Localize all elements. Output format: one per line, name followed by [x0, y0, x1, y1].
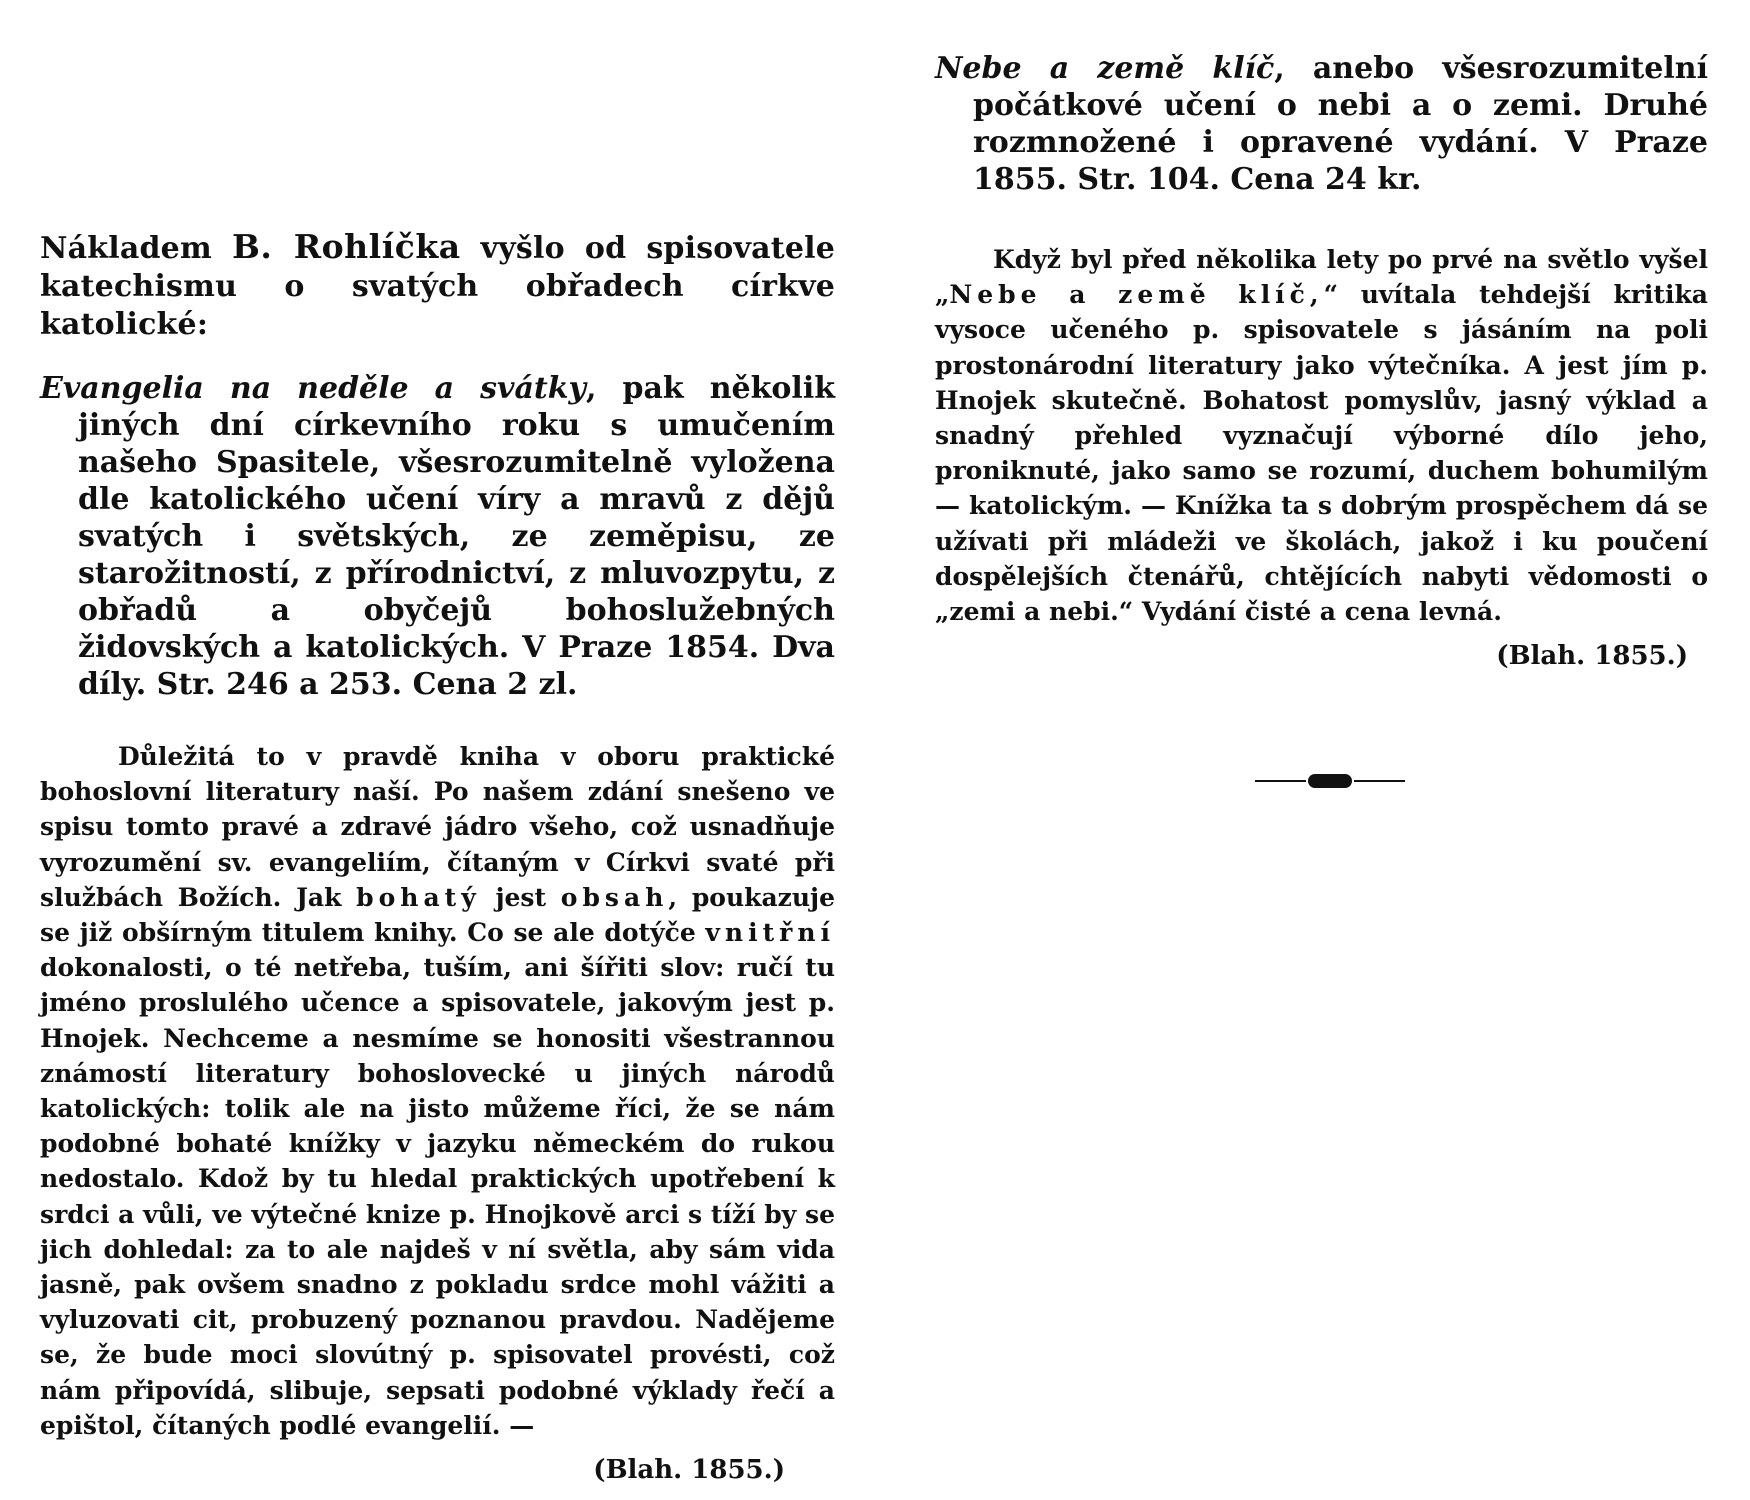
left-column	[40, 228, 835, 1485]
review-emphasis: bohatý	[356, 882, 481, 912]
publisher-name: B. Rohlíčka	[231, 227, 461, 266]
book-entry	[40, 370, 835, 703]
review-text: “ uvítala tehdejší kritika vysoce učeného p. spisovatele s jásáním na poli prostonárodní literatury jako výtečníka. A jest jím p. Hnojek skutečně. Bohatost pomyslův, jasný výklad a snadný přehled vyznačují výborné dílo jeho, proniknuté, jako samo se rozumí, duchem bohumilým — katolickým. — Knížka ta s dobrým prospěchem dá se užívati při mládeži ve školách, jakož i ku poučení dospělejších čtenářů, chtějících nabyti vědomosti o „zemi a nebi.“ Vydání čisté a cena levná.	[935, 280, 1708, 627]
book-review	[40, 739, 835, 1443]
review-emphasis: obsah	[560, 882, 669, 912]
intro-text: Nákladem	[40, 231, 232, 266]
review-text: , poukazuje se již obšírným titulem knihy. Co se ale dotýče	[40, 882, 835, 948]
book-title: Nebe a země klíč	[935, 51, 1275, 86]
review-emphasis: vnitřní	[705, 918, 835, 948]
book-title: Evangelia na neděle a svátky	[40, 371, 586, 406]
review-credit: (Blah. 1855.)	[1496, 641, 1688, 672]
divider-knot	[1308, 774, 1352, 788]
book-entry	[935, 50, 1708, 198]
divider-line	[1255, 780, 1306, 782]
intro-text-rest: vyšlo od spisovatele katechismu o svatých obřadech církve katolické:	[40, 231, 835, 342]
divider-line	[1354, 780, 1405, 782]
book-details: , anebo všesrozumitelní počátkové učení o nebi a o zemi. Druhé rozmnožené i opravené vydání. V Praze 1855. Str. 104. Cena 24 kr.	[973, 51, 1708, 197]
review-text: dokonalosti, o té netřeba, tuším, ani šířiti slov: ručí tu jméno proslulého učence a spisovatele, jakovým jest p. Hnojek. Nechceme a nesmíme se honositi všestrannou známostí literatury bohoslovecké u jiných národů katolických: tolik ale na jisto můžeme říci, že se nám podobné bohaté knížky v jazyku německém do rukou nedostalo. Kdož by tu hledal praktických upotřebení k srdci a vůli, ve výtečné knize p. Hnojkově arci s tíží by se jich dohledal: za to ale najdeš v ní světla, aby sám vida jasně, pak ovšem snadno z pokladu srdce mohl vážiti a vyluzovati cit, probuzený poznanou pravdou. Nadějeme se, že bude moci slovútný p. spisovatel provésti, což nám připovídá, slibuje, sepsati podobné výklady řečí a epištol, čítaných podlé evangelií. —	[40, 953, 835, 1440]
book-review	[935, 242, 1708, 629]
publisher-intro	[40, 228, 835, 344]
review-text: Když byl před několika lety po prvé na světlo vyšel „	[935, 245, 1708, 310]
review-text: jest	[480, 882, 561, 912]
review-emphasis: Nebe a země klíč,	[949, 280, 1324, 310]
book-details: , pak několik jiných dní církevního roku s umučením našeho Spasitele, všesrozumitelně vyložena dle katolického učení víry a mravů z dějů svatých i světských, ze zeměpisu, ze starožitností, z přírodnictví, z mluvozpytu, z obřadů a obyčejů bohoslužebných židovských a katolických. V Praze 1854. Dva díly. Str. 246 a 253. Cena 2 zl.	[78, 371, 836, 702]
review-credit: (Blah. 1855.)	[593, 1455, 785, 1486]
review-text: Důležitá to v pravdě kniha v oboru praktické bohoslovní literatury naší. Po našem zdání snešeno ve spisu tomto pravé a zdravé jádro všeho, což usnadňuje vyrozumění sv. evangeliím, čítaným v Církvi svaté při službách Božích. Jak	[40, 742, 835, 912]
right-column	[935, 50, 1708, 671]
section-divider-ornament-icon	[1255, 772, 1405, 790]
